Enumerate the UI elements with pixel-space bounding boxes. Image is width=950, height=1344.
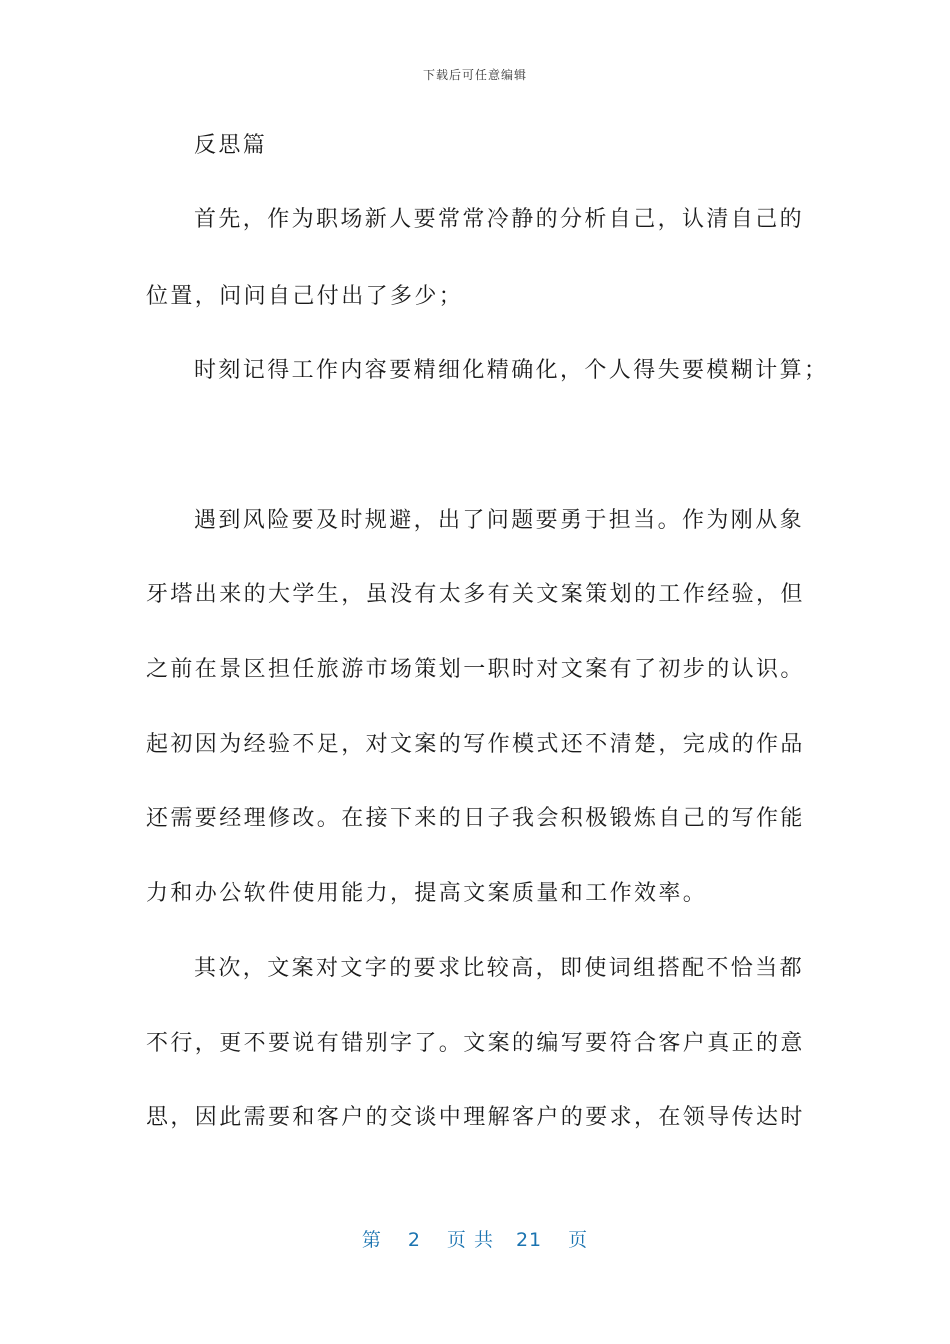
paragraph-line: 遇到风险要及时规避，出了问题要勇于担当。作为刚从象 — [194, 508, 805, 533]
current-page-number: 2 — [407, 1229, 421, 1251]
paragraph-line: 思，因此需要和客户的交谈中理解客户的要求，在领导传达时 — [146, 1105, 805, 1130]
paragraph-line: 力和办公软件使用能力，提高文案质量和工作效率。 — [146, 881, 708, 906]
paragraph-line: 时刻记得工作内容要精细化精确化，个人得失要模糊计算； — [194, 358, 829, 383]
paragraph-line: 不行，更不要说有错别字了。文案的编写要符合客户真正的意 — [146, 1031, 805, 1056]
paragraph-line: 还需要经理修改。在接下来的日子我会积极锻炼自己的写作能 — [146, 806, 805, 831]
page-number-footer — [0, 1225, 950, 1252]
footer-middle: 页 共 — [446, 1229, 494, 1251]
paragraph-line: 其次，文案对文字的要求比较高，即使词组搭配不恰当都 — [194, 956, 805, 981]
paragraph-line: 位置，问问自己付出了多少； — [146, 284, 464, 309]
footer-suffix: 页 — [568, 1229, 589, 1251]
paragraph-line: 起初因为经验不足，对文案的写作模式还不清楚，完成的作品 — [146, 732, 805, 757]
paragraph-line: 牙塔出来的大学生，虽没有太多有关文案策划的工作经验，但 — [146, 582, 805, 607]
paragraph-line: 之前在景区担任旅游市场策划一职时对文案有了初步的认识。 — [146, 657, 805, 682]
total-pages-number: 21 — [515, 1229, 543, 1251]
section-heading: 反思篇 — [194, 133, 268, 158]
page-header-note: 下载后可任意编辑 — [422, 68, 527, 82]
paragraph-line: 首先，作为职场新人要常常冷静的分析自己，认清自己的 — [194, 207, 805, 232]
footer-prefix: 第 — [361, 1229, 382, 1251]
